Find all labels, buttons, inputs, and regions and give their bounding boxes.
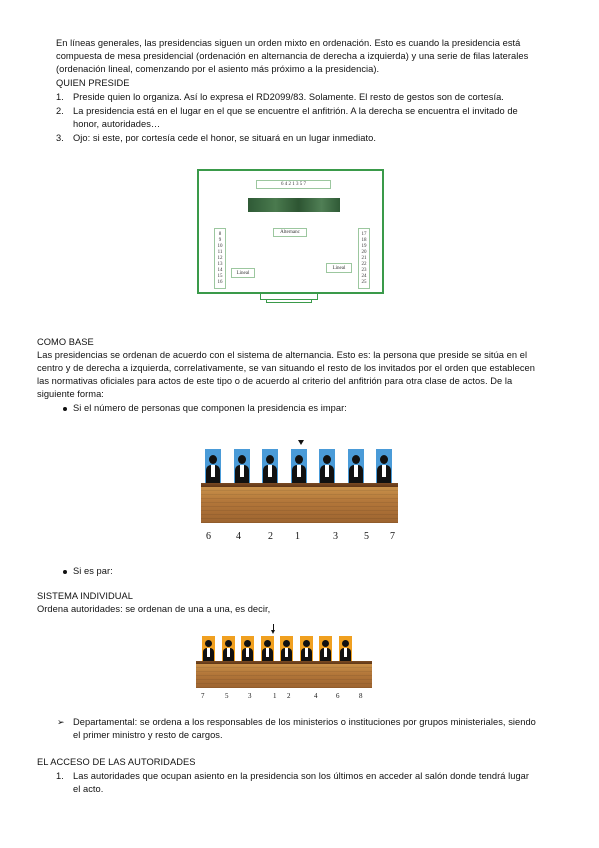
seat-order-number: 5 — [364, 531, 369, 542]
seat-order-number: 2 — [268, 531, 273, 542]
room-entrance-step — [266, 300, 312, 303]
seat-number: 11 — [217, 250, 223, 255]
bullet-par-text: Si es par: — [73, 566, 113, 576]
person-figure — [280, 636, 293, 662]
seat-number: 25 — [361, 280, 367, 285]
seat-order-number: 2 — [287, 692, 291, 700]
person-figure — [241, 636, 254, 662]
acceso-heading: EL ACCESO DE LAS AUTORIDADES — [37, 757, 196, 767]
seat-number: 24 — [361, 274, 367, 279]
como-base-line: las normativas oficiales para actos de este tipo o de acuerdo al criterio del anfitrión para otra clase de actos. De la — [37, 376, 513, 386]
person-figure — [262, 449, 278, 484]
alternancia-label: Alternanc — [273, 228, 307, 237]
lineal-left-label: Lineal — [231, 268, 255, 278]
seat-number: 17 — [361, 232, 367, 237]
podium-table — [201, 487, 398, 523]
seat-order-number: 1 — [295, 531, 300, 542]
seat-order-number: 7 — [201, 692, 205, 700]
person-figure — [222, 636, 235, 662]
seat-number: 13 — [217, 262, 223, 267]
como-base-line: centro y de derecha a izquierda, correlativamente, se van situando el resto de los invitados por el orden que establecen — [37, 363, 535, 373]
seat-number: 23 — [361, 268, 367, 273]
departamental-line-2: el primer ministro y resto de cargos. — [73, 730, 223, 740]
acceso-line-1: Las autoridades que ocupan asiento en la presidencia son los últimos en acceder al salón donde tendrá lugar — [73, 771, 530, 781]
sistema-individual-heading: SISTEMA INDIVIDUAL — [37, 591, 133, 601]
seat-order-number: 4 — [314, 692, 318, 700]
sistema-individual-line: Ordena autoridades: se ordenan de una a una, es decir, — [37, 604, 271, 614]
list-item-text: La presidencia está en el lugar en el que se encuentre el anfitrión. A la derecha se encuentra el invitado de — [73, 106, 518, 116]
list-number: 1. — [56, 92, 64, 102]
bullet-icon — [63, 570, 67, 574]
person-figure — [234, 449, 250, 484]
intro-line-1: En líneas generales, las presidencias siguen un orden mixto en ordenación. Esto es cuando la presidencia está — [56, 38, 521, 48]
intro-line-3: (ordenación lineal, comenzando por el asiento más próximo a la presidencia). — [56, 64, 380, 74]
person-figure — [319, 636, 332, 662]
left-seat-column — [214, 228, 226, 289]
seat-number: 14 — [217, 268, 223, 273]
seat-order-number: 5 — [225, 692, 229, 700]
person-figure — [300, 636, 313, 662]
seat-order-number: 4 — [236, 531, 241, 542]
seat-order-number: 6 — [206, 531, 211, 542]
seat-number: 10 — [217, 244, 223, 249]
list-item-text: Preside quien lo organiza. Así lo expresa el RD2099/83. Solamente. El resto de gestos son de cortesía. — [73, 92, 504, 102]
acceso-line-2: el acto. — [73, 784, 104, 794]
seat-number: 8 — [218, 232, 222, 237]
seat-number: 20 — [361, 250, 367, 255]
quien-preside-heading: QUIEN PRESIDE — [56, 78, 130, 88]
seat-number: 19 — [361, 244, 367, 249]
intro-line-2: compuesta de mesa presidencial (ordenación en alternancia de derecha a izquierda) y una serie de filas laterales — [56, 51, 529, 61]
room-layout-diagram — [197, 169, 384, 294]
seat-number: 12 — [217, 256, 223, 261]
departamental-line-1: Departamental: se ordena a los responsables de los ministerios o instituciones por grupos ministeriales, siendo — [73, 717, 536, 727]
podium-table — [196, 664, 372, 688]
seat-order-number: 3 — [333, 531, 338, 542]
como-base-heading: COMO BASE — [37, 337, 94, 347]
seat-number: 15 — [217, 274, 223, 279]
seat-order-number: 8 — [359, 692, 363, 700]
como-base-line: Las presidencias se ordenan de acuerdo con el sistema de alternancia. Esto es: la persona que preside se sitúa en el — [37, 350, 528, 360]
seat-order-number: 6 — [336, 692, 340, 700]
presider-arrow-head-icon — [271, 630, 275, 634]
lineal-right-label: Lineal — [326, 263, 352, 273]
list-item-text: honor, autoridades… — [73, 119, 161, 129]
person-figure — [319, 449, 335, 484]
seat-number: 16 — [217, 280, 223, 285]
list-number: 1. — [56, 771, 64, 781]
right-seat-column — [358, 228, 370, 289]
arrow-bullet-icon: ➢ — [57, 717, 65, 727]
seat-number: 18 — [361, 238, 367, 243]
person-figure — [348, 449, 364, 484]
person-figure — [261, 636, 274, 662]
bullet-impar-text: Si el número de personas que componen la presidencia es impar: — [73, 403, 347, 413]
bullet-icon — [63, 407, 67, 411]
seat-order-number: 7 — [390, 531, 395, 542]
person-figure — [376, 449, 392, 484]
list-item-text: Ojo: si este, por cortesía cede el honor, se situará en un lugar inmediato. — [73, 133, 376, 143]
seat-number: 9 — [218, 238, 222, 243]
person-figure — [202, 636, 215, 662]
como-base-line: siguiente forma: — [37, 389, 104, 399]
person-figure — [291, 449, 307, 484]
presidential-table — [248, 198, 340, 212]
list-number: 3. — [56, 133, 64, 143]
seat-order-number: 1 — [273, 692, 277, 700]
person-figure — [205, 449, 221, 484]
seat-number: 21 — [361, 256, 367, 261]
list-number: 2. — [56, 106, 64, 116]
seat-number: 22 — [361, 262, 367, 267]
person-figure — [339, 636, 352, 662]
seat-order-number: 3 — [248, 692, 252, 700]
presidency-order-label: 6 4 2 1 3 5 7 — [256, 180, 331, 189]
presider-marker-icon — [298, 440, 304, 445]
